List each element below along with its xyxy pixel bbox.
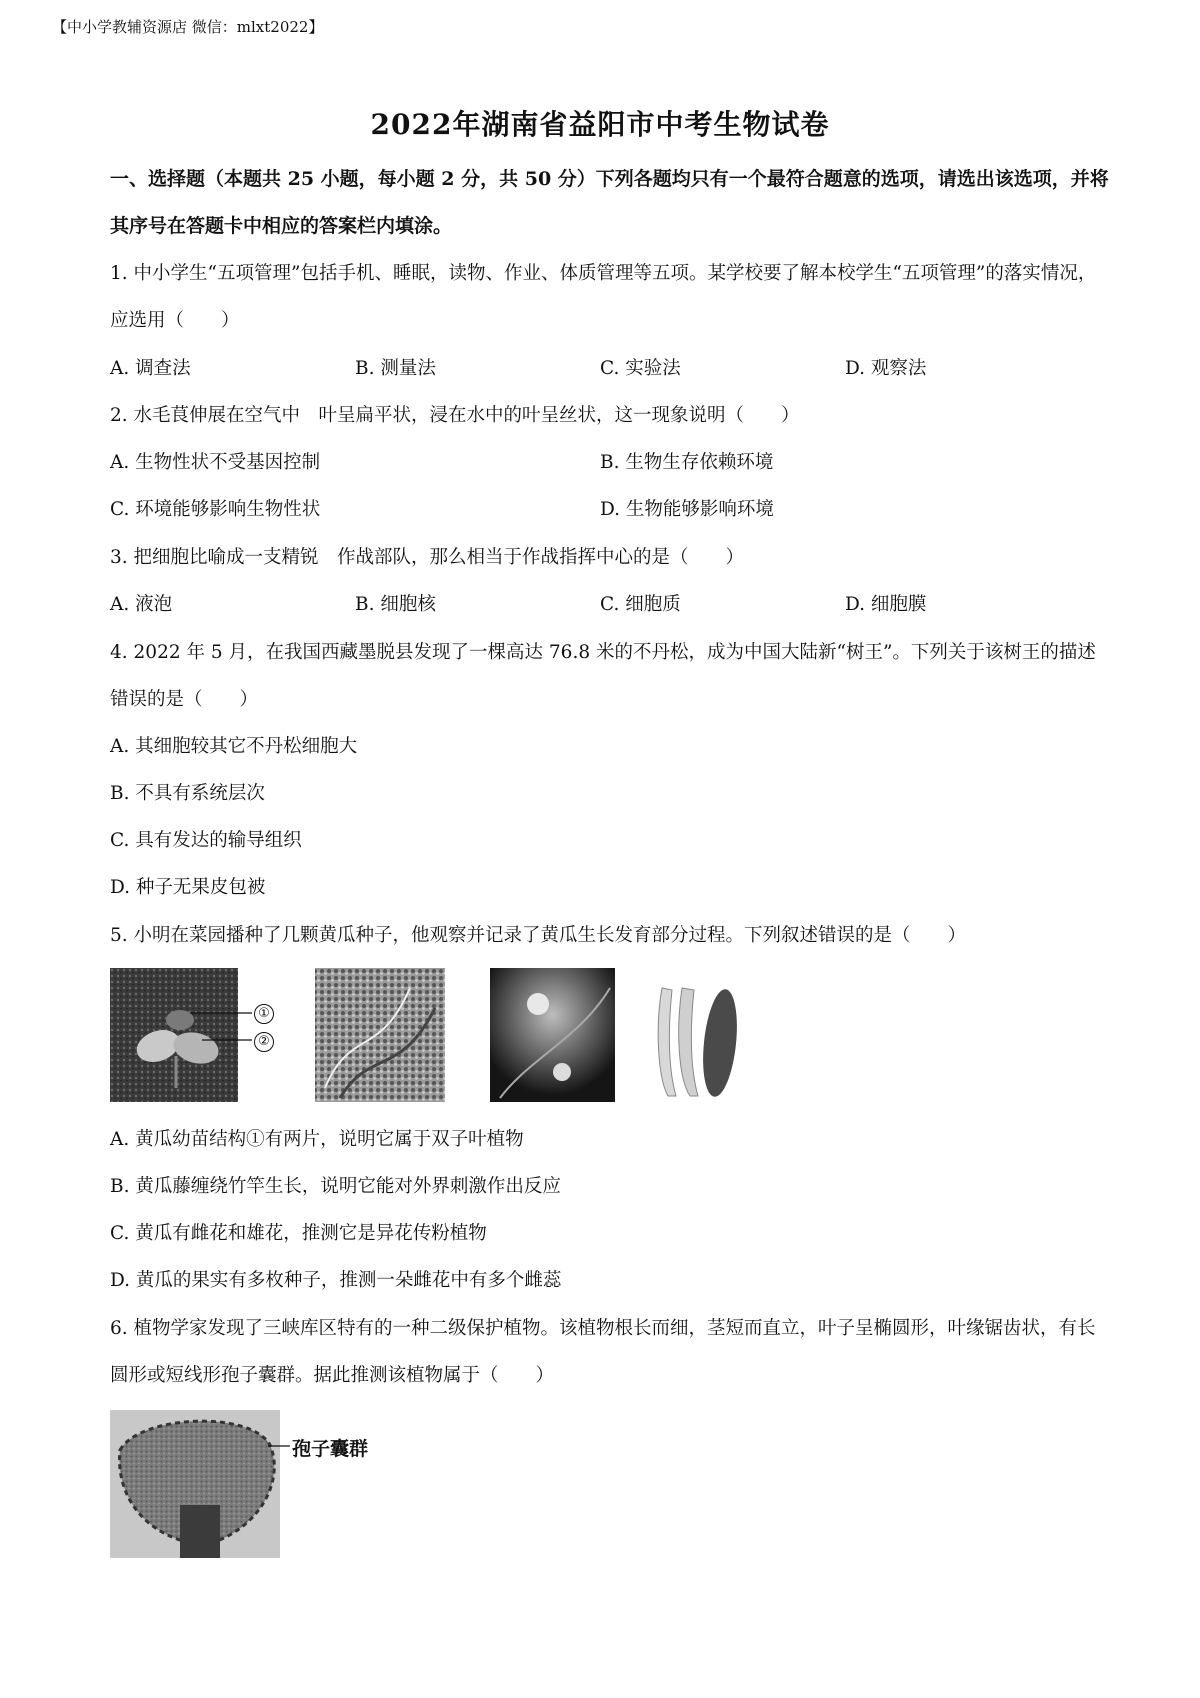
page-title: 2022年湖南省益阳市中考生物试卷 bbox=[370, 108, 830, 141]
q3-option-c: C. 细胞质 bbox=[600, 594, 681, 615]
fern-leaf-photo bbox=[110, 1410, 280, 1558]
q2-option-d: D. 生物能够影响环境 bbox=[600, 499, 774, 520]
q1-option-b: B. 测量法 bbox=[355, 358, 436, 379]
cucumber-photo bbox=[650, 968, 750, 1102]
q3-option-b: B. 细胞核 bbox=[355, 594, 436, 615]
q2-option-b: B. 生物生存依赖环境 bbox=[600, 452, 774, 473]
callout-label-1: ① bbox=[254, 1002, 274, 1024]
question-1-stem: 1. 中小学生“五项管理”包括手机、睡眠，读物、作业、体质管理等五项。某学校要了解本校学生“五项管理”的落实情况，应选用（ ） bbox=[110, 263, 1097, 331]
question-4-stem: 4. 2022 年 5 月，在我国西藏墨脱县发现了一棵高达 76.8 米的不丹松，成为中国大陆新“树王”。下列关于该树王的描述错误的是（ ） bbox=[110, 642, 1096, 710]
q5-option-c: C. 黄瓜有雌花和雄花，推测它是异花传粉植物 bbox=[110, 1223, 487, 1244]
section-heading: 一、选择题（本题共 25 小题，每小题 2 分，共 50 分）下列各题均只有一个最符合题意的选项，请选出该选项，并将其序号在答题卡中相应的答案栏内填涂。 bbox=[110, 168, 1109, 237]
callout-label-2: ② bbox=[254, 1030, 274, 1052]
q6-figure bbox=[110, 1410, 400, 1560]
watermark: 【中小学教辅资源店 微信：mlxt2022】 bbox=[52, 18, 324, 36]
q3-option-a: A. 液泡 bbox=[110, 594, 173, 615]
q1-option-a: A. 调查法 bbox=[110, 358, 191, 379]
q5-option-a: A. 黄瓜幼苗结构①有两片，说明它属于双子叶植物 bbox=[110, 1129, 524, 1150]
q4-option-c: C. 具有发达的输导组织 bbox=[110, 830, 302, 851]
q1-option-d: D. 观察法 bbox=[845, 358, 927, 379]
question-2-stem: 2. 水毛茛伸展在空气中 叶呈扁平状，浸在水中的叶呈丝状，这一现象说明（ ） bbox=[110, 405, 800, 426]
sorus-label: 孢子囊群 bbox=[292, 1438, 369, 1460]
flower-photo bbox=[490, 968, 615, 1102]
q2-option-a: A. 生物性状不受基因控制 bbox=[110, 452, 321, 473]
q1-option-c: C. 实验法 bbox=[600, 358, 681, 379]
q5-option-b: B. 黄瓜藤缠绕竹竿生长，说明它能对外界刺激作出反应 bbox=[110, 1176, 561, 1197]
q5-figure bbox=[110, 968, 750, 1108]
q4-option-a: A. 其细胞较其它不丹松细胞大 bbox=[110, 736, 358, 757]
q2-option-c: C. 环境能够影响生物性状 bbox=[110, 499, 321, 520]
seedling-photo bbox=[110, 968, 238, 1102]
q5-option-d: D. 黄瓜的果实有多枚种子，推测一朵雌花中有多个雌蕊 bbox=[110, 1270, 562, 1291]
vine-photo bbox=[315, 968, 445, 1102]
q4-option-d: D. 种子无果皮包被 bbox=[110, 877, 266, 898]
q4-option-b: B. 不具有系统层次 bbox=[110, 783, 265, 804]
question-5-stem: 5. 小明在菜园播种了几颗黄瓜种子，他观察并记录了黄瓜生长发育部分过程。下列叙述错误的是（ ） bbox=[110, 925, 967, 946]
question-6-stem: 6. 植物学家发现了三峡库区特有的一种二级保护植物。该植物根长而细，茎短而直立，叶子呈椭圆形，叶缘锯齿状，有长圆形或短线形孢子囊群。据此推测该植物属于（ ） bbox=[110, 1318, 1096, 1386]
question-3-stem: 3. 把细胞比喻成一支精锐 作战部队，那么相当于作战指挥中心的是（ ） bbox=[110, 547, 745, 568]
q3-option-d: D. 细胞膜 bbox=[845, 594, 927, 615]
